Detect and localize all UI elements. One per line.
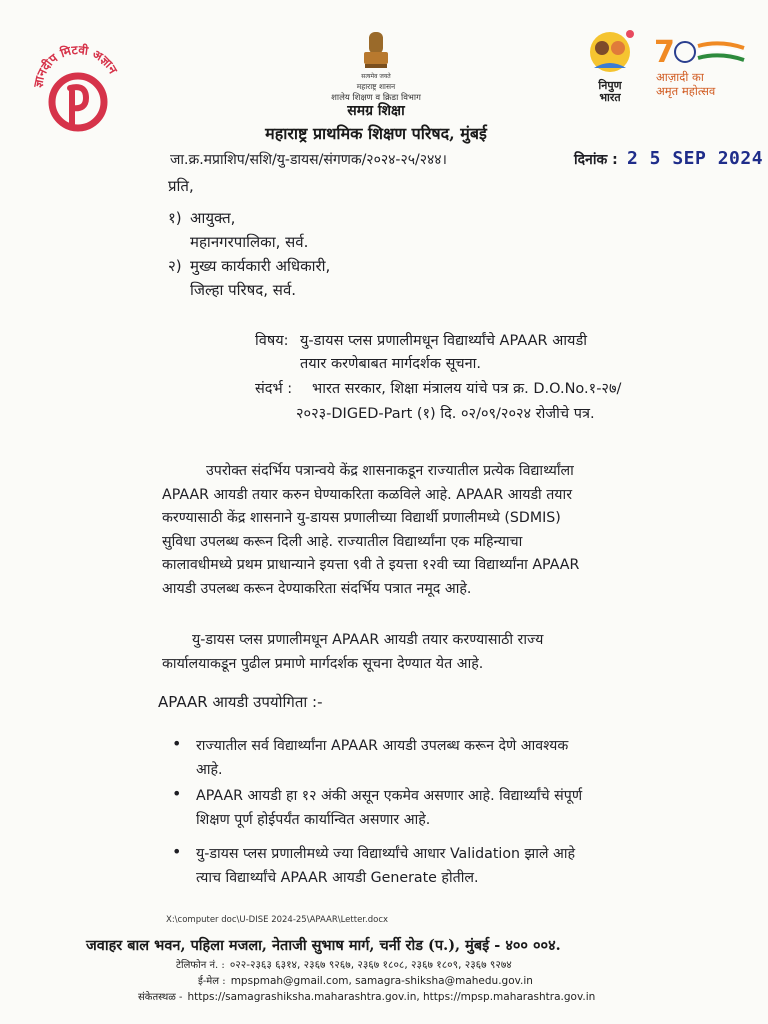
nipun-text-1: निपुण <box>598 79 622 92</box>
phone-numbers: ०२२-२३६३ ६३१४, २३६७ ९२६७, २३६७ १८०८, २३६७ १८०९, २३६७ ९२७४ <box>229 959 512 971</box>
subject-line-1: यु-डायस प्लस प्रणालीमधून विद्यार्थ्यांचे APAAR आयडी <box>300 333 587 349</box>
email-label: ई-मेल : <box>198 976 226 987</box>
bullet-line: शिक्षण पूर्ण होईपर्यंत कार्यान्वित असणार आहे. <box>196 812 431 828</box>
addressee-2-line-2: जिल्हा परिषद, सर्व. <box>190 281 297 299</box>
gov-line: महाराष्ट्र शासन <box>356 82 396 91</box>
bullet-line: APAAR आयडी हा १२ अंकी असून एकमेव असणार आहे. विद्यार्थ्यांचे संपूर्ण <box>196 788 583 804</box>
phone-label: टेलिफोन नं. : <box>176 960 225 971</box>
svg-text:ज्ञानदीप मिटवी अज्ञान <box>31 43 121 90</box>
date-label: दिनांक : <box>574 152 618 168</box>
bullet-icon: • <box>172 784 182 803</box>
azadi-ka-amrit-mahotsav-logo <box>652 36 748 100</box>
para2-line: यु-डायस प्लस प्रणालीमधून APAAR आयडी तयार करण्यासाठी राज्य <box>192 632 544 648</box>
mpsp-logo <box>28 40 128 132</box>
para1-line: उपरोक्त संदर्भिय पत्रान्वये केंद्र शासनाकडून राज्यातील प्रत्येक विद्यार्थ्यांला <box>206 463 574 479</box>
bullet-icon: • <box>172 734 182 753</box>
prati-label: प्रति, <box>168 177 194 195</box>
nipun-text-2: भारत <box>599 91 621 104</box>
section-title: APAAR आयडी उपयोगिता :- <box>158 693 323 711</box>
emblem-caption: सत्यमेव जयते <box>361 73 391 80</box>
nipun-bharat-logo <box>578 24 642 104</box>
logo-arc-text: ज्ञानदीप मिटवी अज्ञान <box>30 42 121 89</box>
para1-line: कालावधीमध्ये प्रथम प्राधान्याने इयत्ता ९वी ते इयत्ता १२वी च्या विद्यार्थ्यांना APAAR <box>162 557 580 574</box>
program-name: समग्र शिक्षा <box>347 103 405 119</box>
website-label: संकेतस्थळ - <box>138 992 183 1003</box>
addressee-2-number: २) <box>168 257 182 275</box>
addressee-1-line-2: महानगरपालिका, सर्व. <box>190 233 309 251</box>
bullet-line: त्याच विद्यार्थ्यांचे APAAR आयडी Generate होतील. <box>196 870 479 886</box>
azadi-text-2: अमृत महोत्सव <box>656 84 716 98</box>
addressee-1-line-1: आयुक्त, <box>190 209 236 227</box>
body-paragraph-1 <box>162 460 672 602</box>
file-path: X:\computer doc\U-DISE 2024-25\APAAR\Letter.docx <box>166 915 389 925</box>
bullet-line: आहे. <box>196 762 223 778</box>
para2-line: कार्यालयाकडून पुढील प्रमाणे मार्गदर्शक सूचना देण्यात येत आहे. <box>162 655 484 672</box>
bullet-item-1 <box>196 734 672 782</box>
bullet-item-3 <box>196 842 672 890</box>
reference-number: जा.क्र.मप्राशिप/सशि/यु-डायस/संगणक/२०२४-२५/२४४। <box>170 152 447 168</box>
para1-line: APAAR आयडी तयार करुन घेण्याकरिता कळविले आहे. APAAR आयडी तयार <box>162 486 573 503</box>
council-name: महाराष्ट्र प्राथमिक शिक्षण परिषद, मुंबई <box>265 124 487 143</box>
reference-line-1: भारत सरकार, शिक्षा मंत्रालय यांचे पत्र क्र. D.O.No.१-२७/ <box>312 381 622 397</box>
office-address: जवाहर बाल भवन, पहिला मजला, नेताजी सुभाष मार्ग, चर्नी रोड (प.), मुंबई - ४०० ००४. <box>86 937 561 954</box>
bullet-icon: • <box>172 842 182 861</box>
bullet-line: यु-डायस प्लस प्रणालीमध्ये ज्या विद्यार्थ्यांचे आधार Validation झाले आहे <box>196 846 576 862</box>
website-links[interactable]: https://samagrashiksha.maharashtra.gov.in, https://mpsp.maharashtra.gov.in <box>187 991 596 1003</box>
bullet-item-2 <box>196 784 672 832</box>
subject-label: विषय: <box>255 333 289 349</box>
para1-line: आयडी उपलब्ध करून देण्याकरिता संदर्भिय पत्रात नमूद आहे. <box>162 580 472 597</box>
reference-line-2: २०२३-DIGED-Part (१) दि. ०२/०९/२०२४ रोजीचे पत्र. <box>296 406 595 422</box>
subject-line-2: तयार करणेबाबत मार्गदर्शक सूचना. <box>300 356 482 372</box>
azadi-text-1: आज़ादी का <box>656 70 704 84</box>
para1-line: सुविधा उपलब्ध करून दिली आहे. राज्यातील विद्यार्थ्यांना एक महिन्याचा <box>162 533 523 550</box>
body-paragraph-2 <box>162 629 672 676</box>
reference-label: संदर्भ : <box>255 381 293 397</box>
svg-text:7: 7 <box>654 36 675 66</box>
addressee-1-number: १) <box>168 209 182 227</box>
para1-line: करण्यासाठी केंद्र शासनाने यु-डायस प्रणालीच्या विद्यार्थी प्रणालीमध्ये (SDMIS) <box>162 510 561 527</box>
website-row <box>138 985 748 1004</box>
date-stamp: 2 5 SEP 2024 <box>627 148 764 169</box>
bullet-line: राज्यातील सर्व विद्यार्थ्यांना APAAR आयडी उपलब्ध करून देणे आवश्यक <box>196 738 569 754</box>
addressee-2-line-1: मुख्य कार्यकारी अधिकारी, <box>190 257 331 275</box>
dept-line: शालेय शिक्षण व क्रिडा विभाग <box>331 93 421 103</box>
email-addresses[interactable]: mpspmah@gmail.com, samagra-shiksha@mahedu.gov.in <box>230 975 533 987</box>
